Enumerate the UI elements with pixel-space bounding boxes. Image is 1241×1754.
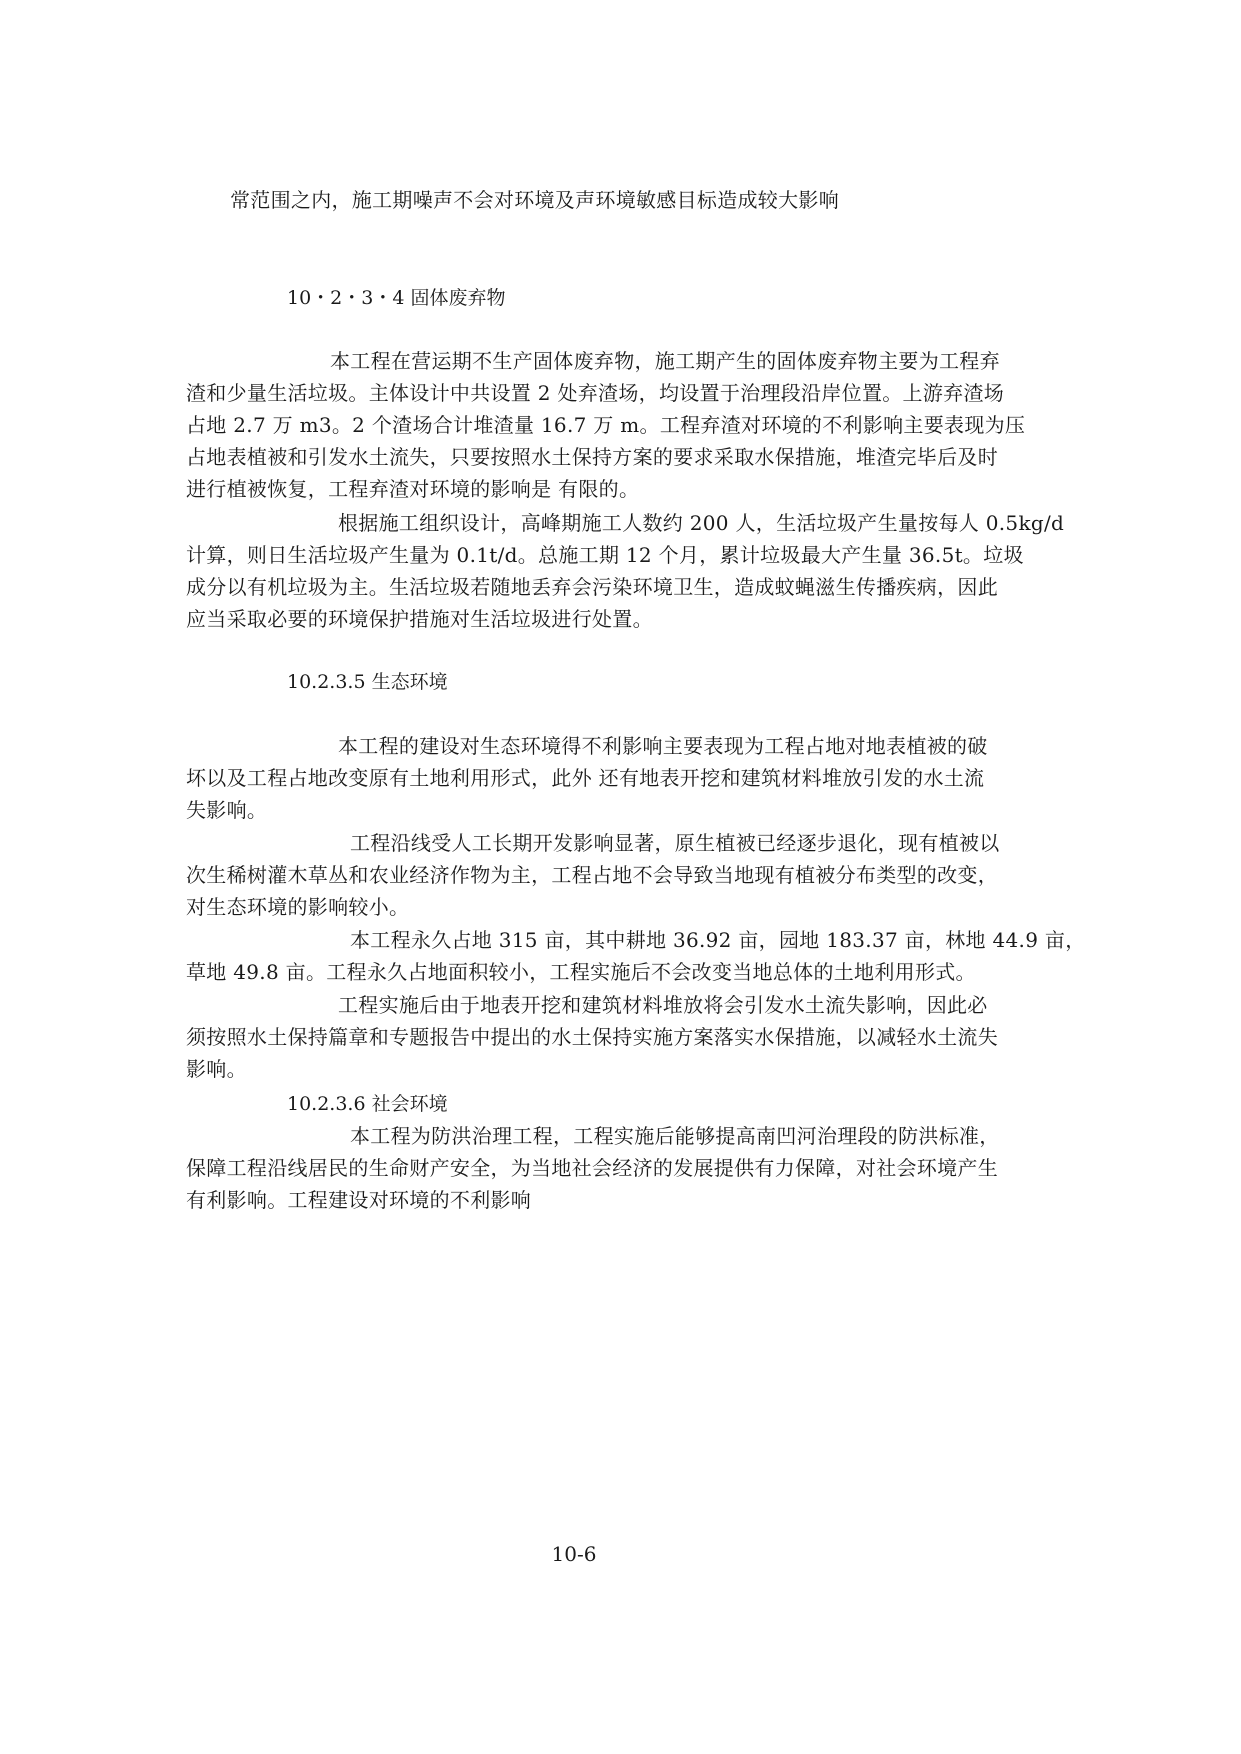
- section-heading-solid-waste: 10・2・3・4 固体废弃物: [287, 287, 506, 309]
- solid-waste-p2-line-1: 根据施工组织设计，高峰期施工人数约 200 人，生活垃圾产生量按每人 0.5kg/d: [338, 511, 1065, 535]
- ecology-p2-line-2: 次生稀树灌木草丛和农业经济作物为主，工程占地不会导致当地现有植被分布类型的改变，: [186, 863, 998, 887]
- solid-waste-p1-line-2: 渣和少量生活垃圾。主体设计中共设置 2 处弃渣场，均设置于治理段沿岸位置。上游弃渣场: [186, 381, 1005, 405]
- ecology-p2-line-3: 对生态环境的影响较小。: [186, 895, 410, 919]
- section-heading-ecology: 10.2.3.5 生态环境: [287, 671, 448, 693]
- solid-waste-p1-line-3: 占地 2.7 万 m3。2 个渣场合计堆渣量 16.7 万 m。工程弃渣对环境的不利影响主要表现为压: [186, 413, 1026, 437]
- ecology-p2-line-1: 工程沿线受人工长期开发影响显著，原生植被已经逐步退化，现有植被以: [350, 831, 1000, 855]
- ecology-p4-line-2: 须按照水土保持篇章和专题报告中提出的水土保持实施方案落实水保措施，以减轻水土流失: [186, 1025, 998, 1049]
- social-p1-line-1: 本工程为防洪治理工程，工程实施后能够提高南凹河治理段的防洪标准，: [350, 1124, 1000, 1148]
- solid-waste-p1-line-1: 本工程在营运期不生产固体废弃物，施工期产生的固体废弃物主要为工程弃: [330, 349, 1000, 373]
- ecology-p3-line-1: 本工程永久占地 315 亩，其中耕地 36.92 亩，园地 183.37 亩，林地 44.9 亩，: [350, 928, 1086, 952]
- social-p1-line-3: 有利影响。工程建设对环境的不利影响: [186, 1188, 532, 1212]
- ecology-p1-line-3: 失影响。: [186, 798, 268, 822]
- solid-waste-p1-line-4: 占地表植被和引发水土流失，只要按照水土保持方案的要求采取水保措施，堆渣完毕后及时: [186, 445, 998, 469]
- social-p1-line-2: 保障工程沿线居民的生命财产安全，为当地社会经济的发展提供有力保障，对社会环境产生: [186, 1156, 998, 1180]
- ecology-p1-line-1: 本工程的建设对生态环境得不利影响主要表现为工程占地对地表植被的破: [338, 734, 988, 758]
- intro-line: 常范围之内，施工期噪声不会对环境及声环境敏感目标造成较大影响: [230, 188, 839, 212]
- solid-waste-p2-line-2: 计算，则日生活垃圾产生量为 0.1t/d。总施工期 12 个月，累计垃圾最大产生量 36.5t。垃圾: [186, 543, 1024, 567]
- solid-waste-p1-line-5: 进行植被恢复，工程弃渣对环境的影响是 有限的。: [186, 477, 640, 501]
- page-number: 10-6: [551, 1542, 597, 1566]
- ecology-p3-line-2: 草地 49.8 亩。工程永久占地面积较小，工程实施后不会改变当地总体的土地利用形式。: [186, 960, 976, 984]
- ecology-p4-line-3: 影响。: [186, 1057, 247, 1081]
- section-heading-social: 10.2.3.6 社会环境: [287, 1093, 448, 1115]
- solid-waste-p2-line-3: 成分以有机垃圾为主。生活垃圾若随地丢弃会污染环境卫生，造成蚊蝇滋生传播疾病，因此: [186, 575, 998, 599]
- solid-waste-p2-line-4: 应当采取必要的环境保护措施对生活垃圾进行处置。: [186, 607, 653, 631]
- ecology-p4-line-1: 工程实施后由于地表开挖和建筑材料堆放将会引发水土流失影响，因此必: [338, 993, 988, 1017]
- ecology-p1-line-2: 坏以及工程占地改变原有土地利用形式，此外 还有地表开挖和建筑材料堆放引发的水土流: [186, 766, 985, 790]
